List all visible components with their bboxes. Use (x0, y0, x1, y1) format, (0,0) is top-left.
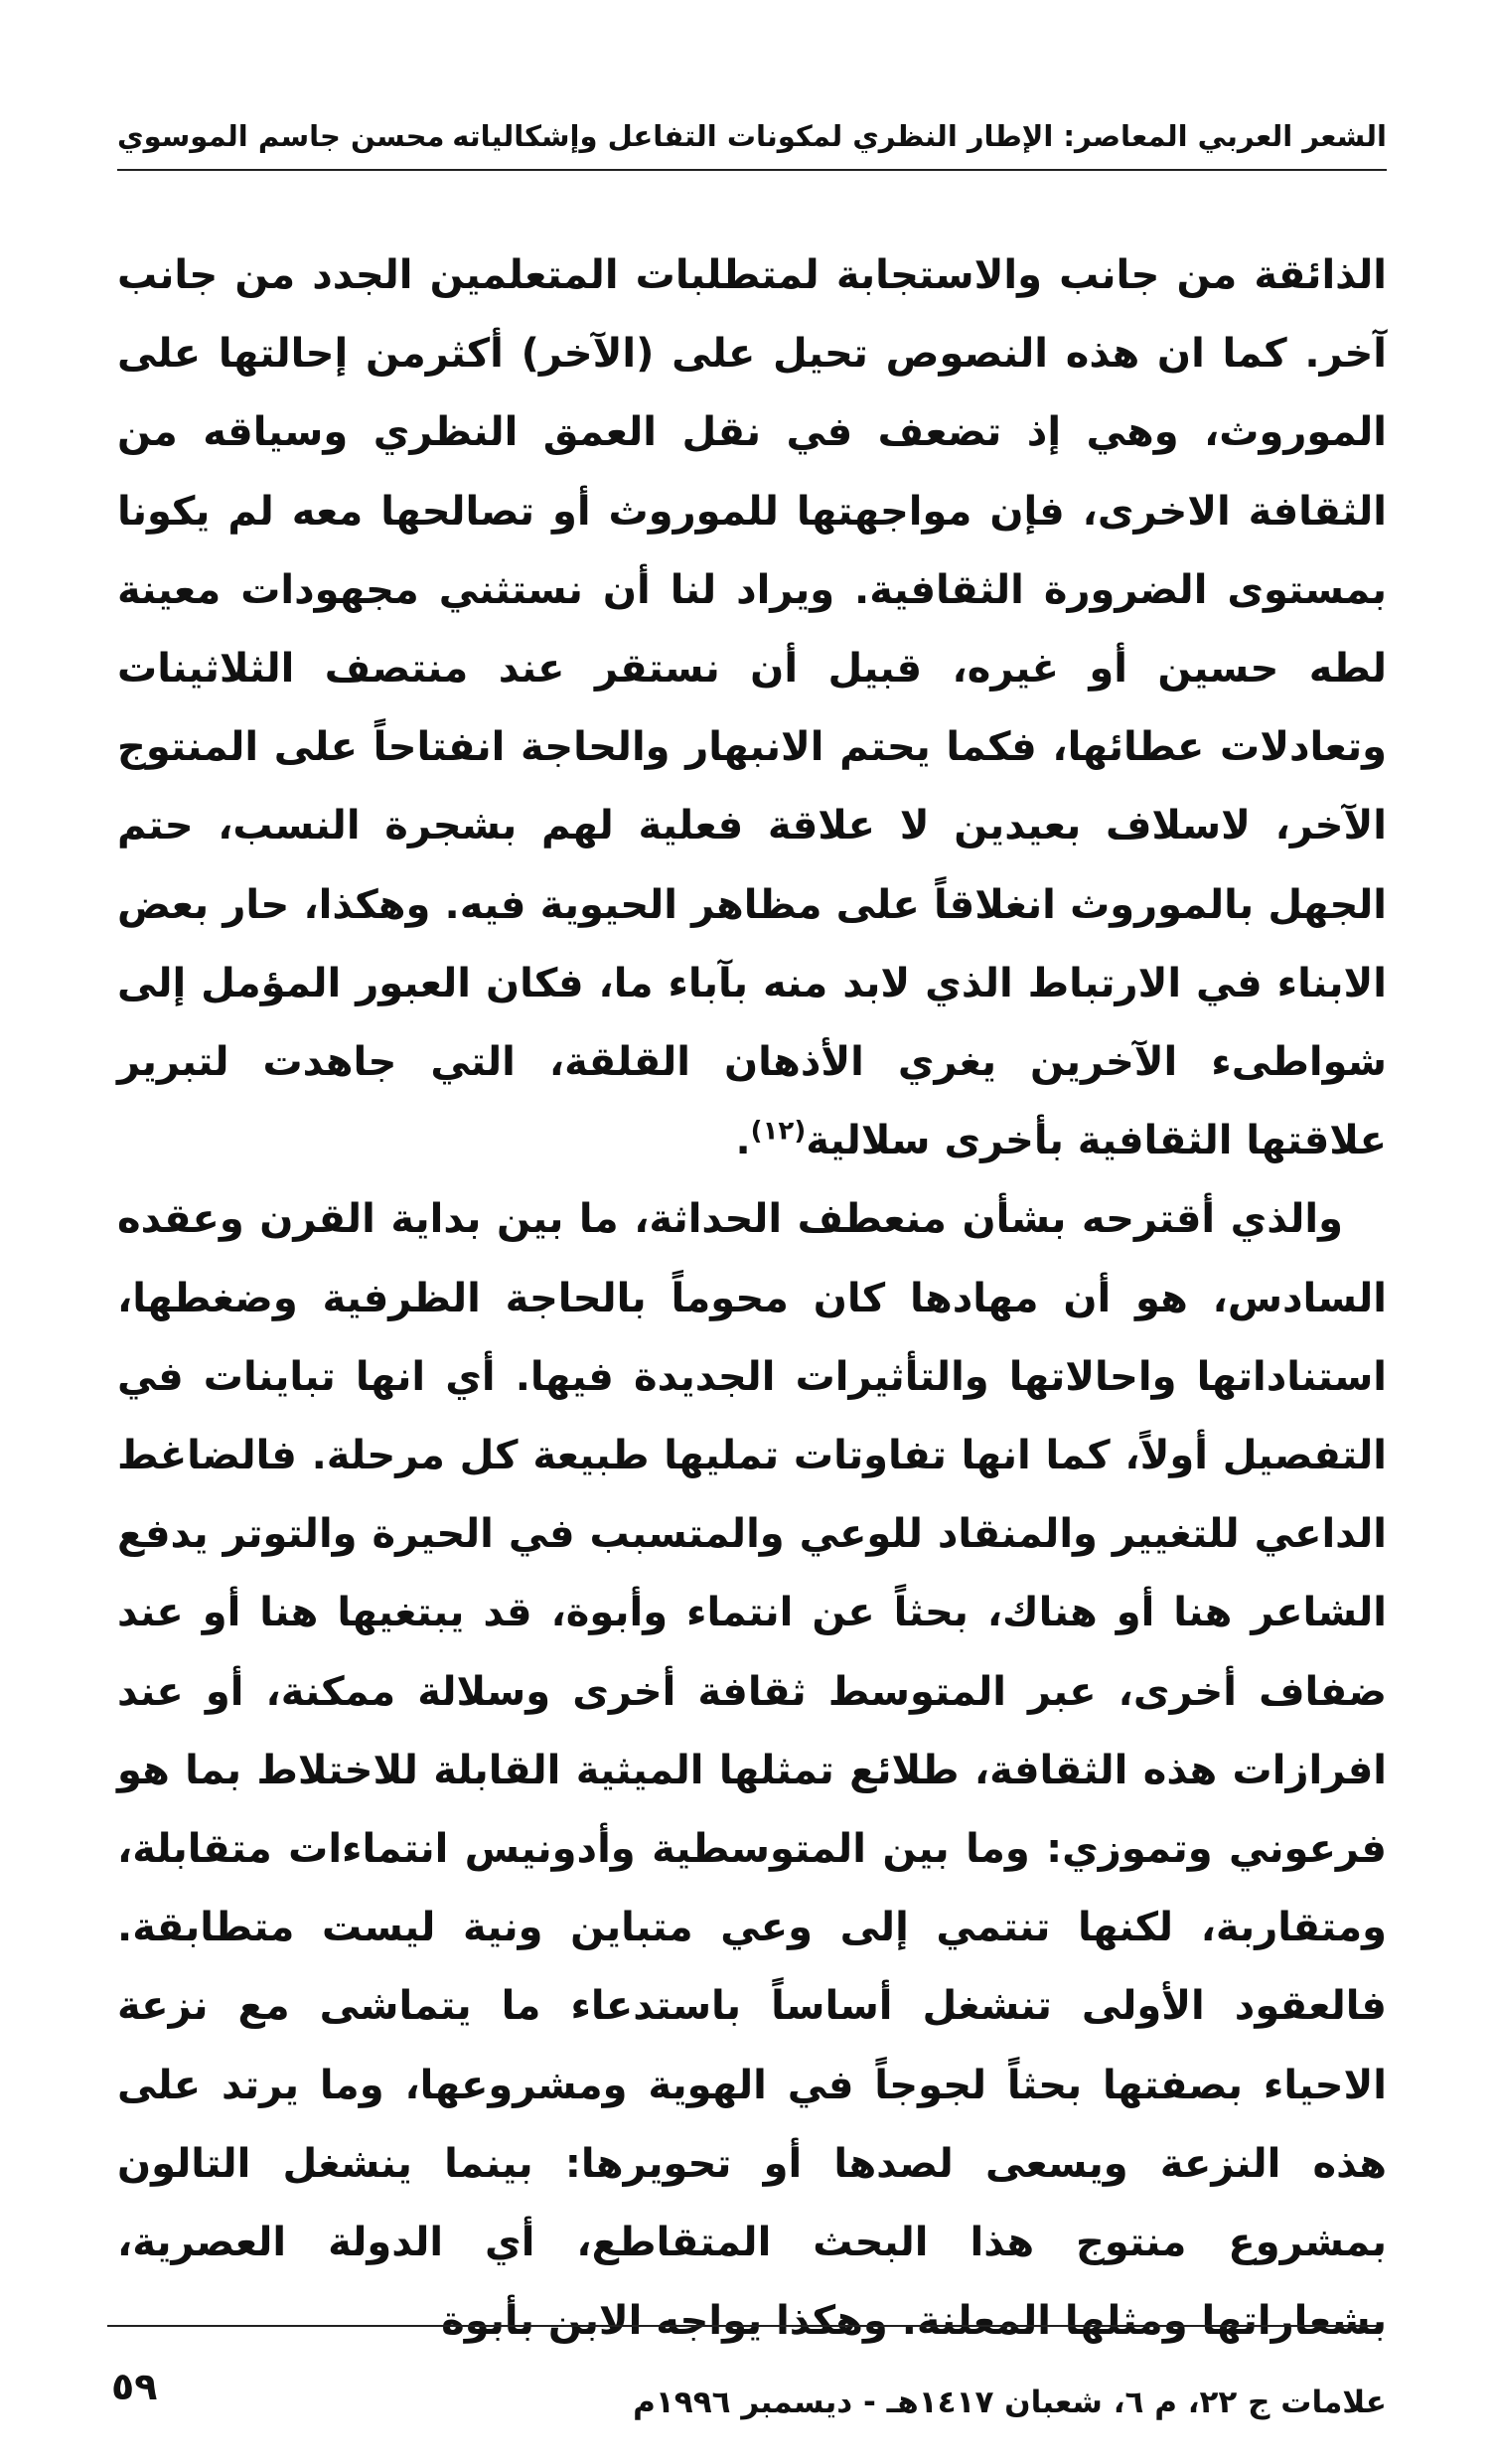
running-header (117, 111, 1387, 161)
journal-citation: علامات ج ٢٢، م ٦، شعبان ١٤١٧هـ - ديسمبر ١٩٩٦م (633, 2385, 1387, 2420)
header-title: الشعر العربي المعاصر: الإطار النظري لمكونات التفاعل وإشكالياته (452, 119, 1387, 153)
paragraph-text: الذائقة من جانب والاستجابة لمتطلبات المتعلمين الجدد من جانب آخر. كما ان هذه النصوص تحيل على (الآخر) أكثرمن إحالتها على الموروث، وهي إذ تضعف في نقل العمق النظري وسياقه من الثقافة الاخرى، فإن مواجهتها للموروث أو تصالحها معه لم يكونا بمستوى الضرورة الثقافية. ويراد لنا أن نستثني مجهودات معينة لطه حسين أو غيره، قبيل أن نستقر عند منتصف الثلاثينات وتعادلات عطائها، فكما يحتم الانبهار والحاجة انفتاحاً على المنتوج الآخر، لاسلاف بعيدين لا علاقة فعلية لهم بشجرة النسب، حتم الجهل بالموروث انغلاقاً على مظاهر الحيوية فيه. وهكذا، حار بعض الابناء في الارتباط الذي لابد منه بآباء ما، فكان العبور المؤمل إلى شواطىء الآخرين يغري الأذهان القلقة، التي جاهدت لتبرير علاقتها الثقافية بأخرى سلالية (117, 252, 1387, 1164)
header-author: محسن جاسم الموسوي (117, 119, 445, 153)
header-divider (117, 169, 1387, 171)
page-number: ٥٩ (111, 2365, 158, 2408)
paragraph (117, 236, 1387, 1180)
main-text (117, 236, 1387, 2361)
paragraph: والذي أقترحه بشأن منعطف الحداثة، ما بين بداية القرن وعقده السادس، هو أن مهادها كان محوماً بالحاجة الظرفية وضغطها، استناداتها واحالاتها والتأثيرات الجديدة فيها. أي انها تباينات في التفصيل أولاً، كما انها تفاوتات تمليها طبيعة كل مرحلة. فالضاغط الداعي للتغيير والمنقاد للوعي والمتسبب في الحيرة والتوتر يدفع الشاعر هنا أو هناك، بحثاً عن انتماء وأبوة، قد يبتغيها هنا أو عند ضفاف أخرى، عبر المتوسط ثقافة أخرى وسلالة ممكنة، أو عند افرازات هذه الثقافة، طلائع تمثلها الميثية القابلة للاختلاط بما هو فرعوني وتموزي: وما بين المتوسطية وأدونيس انتماءات متقابلة، ومتقاربة، لكنها تنتمي إلى وعي متباين ونية ليست متطابقة. فالعقود الأولى تنشغل أساساً باستدعاء ما يتماشى مع نزعة الاحياء بصفتها بحثاً لجوجاً في الهوية ومشروعها، وما يرتد على هذه النزعة ويسعى لصدها أو تحويرها: بينما ينشغل التالون بمشروع منتوج هذا البحث المتقاطع، أي الدولة العصرية، بشعاراتها ومثلها المعلنة. وهكذا يواجه الابن بأبوة (117, 1196, 1387, 2345)
footer-divider (107, 2325, 1377, 2327)
paragraph-end-mark: . (735, 1118, 751, 1164)
footnote-reference: (١٢) (750, 1116, 807, 1147)
